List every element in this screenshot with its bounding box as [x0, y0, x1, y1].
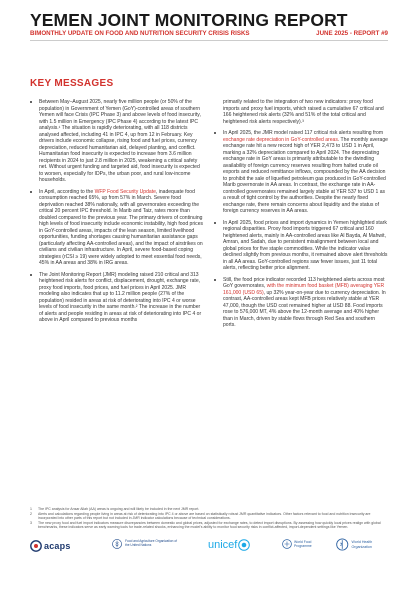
- acaps-logo: acaps: [30, 540, 71, 552]
- report-header: [0, 0, 418, 58]
- fao-logo: Food and Agriculture Organization of the United Nations: [112, 537, 182, 551]
- acaps-mark-icon: [30, 540, 42, 552]
- unicef-emblem-icon: [238, 539, 250, 551]
- key-message-5: In April 2025, food prices and import dynamics in Yemen highlighted stark regional disparities. Proxy food imports triggered 67 critical and 160 heightened alerts, mainly in AA-controlled areas like Al Bayda, Al Mahwit, Amran, and Sadah, due to persistent misalignment between local and global prices for five staple commodities. While the indicator value declined slightly from previous months, it remained above alert thresholds in all AA areas. GoY-controlled regions saw fewer issues, just 11 total alerts, reflecting better price alignment.: [214, 220, 388, 272]
- key-message-4: In April 2025, the JMR model raised 117 critical risk alerts resulting from exchange rate depreciation in GoY-controlled areas. The monthly average exchange rate hit a new record high of YER 2,473 to USD 1 in April, marking a 32% depreciation compared to April 2024. The depreciating exchange rate in GoY areas is primarily attributable to the dwindling availability of foreign currency reserves resulting from halted crude oil exports and reduced remittance inflows, compounded by the AA decision to prohibit the sale of liquefied petroleum gas produced in GoY-controlled Marib governorate in AA areas. In contrast, the exchange rate in AA-controlled governorates remained largely stable at YER 537 to USD 1 as a result of tight control by the authorities. Despite the nearly fixed exchange rate, there remain concerns about liquidity and the status of foreign currency reserves in AA areas.: [214, 130, 388, 215]
- header-divider: [30, 40, 388, 41]
- fao-emblem-icon: [112, 537, 122, 551]
- right-column: [214, 99, 388, 334]
- exchange-rate-link[interactable]: exchange rate depreciation in GoY-controlled areas: [223, 136, 338, 143]
- wfp-logo: World Food Programme: [282, 538, 324, 550]
- footnotes: [30, 507, 388, 530]
- report-subtitle: BIMONTHLY UPDATE ON FOOD AND NUTRITION SECURITY CRISIS RISKS: [30, 30, 250, 37]
- section-title: KEY MESSAGES: [30, 78, 114, 89]
- footnote: 3 The new proxy food and fuel import indicators measure discrepancies between domestic and global prices, adjusted for exchange rates, to detect import disruptions. By assessing how quickly local prices realign with global benchmarks, these indicators serve as early warning tools for trade-related shocks, enhancing the model's ability to monitor food security risks in conflict-affected, import-dependent settings like Yemen.: [30, 520, 381, 530]
- key-message-3: The Joint Monitoring Report (JMR) modeling raised 210 critical and 313 heightened risk alerts for conflict, displacement, drought, exchange rate, proxy food imports, food prices, and fuel prices in April 2025. JMR modeling also indicates that up to 11.2 million people (27% of the population) resided in areas at risk of deteriorating into IPC 4 or worse levels of food insecurity in the same month.² The increase in the number of alerts and people residing in areas at risk of deteriorating into IPC 4 or above in April compared to previous months: [30, 272, 204, 324]
- food-basket-link[interactable]: with the minimum food basket (MFB) averaging YER 161,000 (USD 65): [223, 283, 385, 296]
- footnote: 2 Alerts and calculations regarding people living in areas at risk of deteriorating into IPC 4 or above are based on statistically robust JMR quantitative indicators. Other factors relevant to food and nutrition insecurity are incorporated into other parts of this report but not included in JMR indicator calculations because of technical considerations.: [30, 511, 371, 521]
- left-column: [30, 99, 204, 329]
- key-message-1: Between May–August 2025, nearly five million people (or 50% of the population) in Government of Yemen (GoY)-controlled areas of southern Yemen will face Crisis (IPC Phase 3) and above levels of food insecurity, with 1.5 million in Emergency (IPC Phase 4) according to the latest IPC analysis.¹ The situation is rapidly deteriorating, with all 118 districts analysed affected, including 41 in IPC 4, up from 12 in February. Key drivers include economic collapse, rising food and fuel prices, currency depreciation, reduced humanitarian aid, delayed planting, and conflict. Humanitarian food insecurity is expected to increase from 3.6 million recipients in 2024 to just 2.8 million in 2025, weakening a critical safety net. Without urgent funding and targeted aid, food insecurity is expected to worsen, especially for IDPs, the urban poor, and rural low-income households.: [30, 99, 204, 184]
- wfp-emblem-icon: [282, 538, 292, 550]
- partner-logos: [0, 532, 418, 572]
- who-emblem-icon: [336, 538, 349, 551]
- who-logo: World Health Organization: [336, 538, 392, 551]
- key-message-3-continued: primarily related to the integration of two new indicators: proxy food imports and proxy fuel imports, which raised a cumulative 67 critical and 166 heightened risk alerts (32% and 51% of the total critical and heightened risk alerts respectively).³: [223, 99, 384, 125]
- report-title: YEMEN JOINT MONITORING REPORT: [30, 10, 348, 30]
- footnote: 1 The IPC analysis for Ansar Allah (AA) areas is ongoing and will likely be included in the next JMR report.: [30, 507, 200, 511]
- key-message-6: Still, the food price indicator recorded 113 heightened alerts across most GoY governorates, with the minimum food basket (MFB) averaging YER 161,000 (USD 65), up 32% year-on-year due to currency depreciation. In contrast, AA-controlled areas kept MFB prices relatively stable at YER 47,000, though the USD cost remained higher at USD 88. Food imports rose to 576,000 MT, 4% above the 12-month average and 40% higher than in March, driven by stable flows through Red Sea and southern ports.: [214, 277, 388, 329]
- key-message-2: In April, according to the WFP Food Security Update, inadequate food consumption reached 65%, up from 57% in March. Severe food deprivation reached 38% nationally, with all governorates exceeding the critical 20 percent IPC threshold. In Marib and Taiz, rates more than doubled compared to the previous year. The primary drivers of continuing high levels of food insecurity include economic instability, high food prices in GoY-controlled areas, impacts of the lean season, limited livelihood opportunities, funding shortages causing humanitarian assistance gaps (particularly affecting AA-controlled areas), and the impact of airstrikes on civilians and civilian infrastructure. In April, severe food-based coping strategies (rCSI ≥ 19) were widely adopted to meet essential food needs, 45% in AA areas and 38% in IRG areas.: [30, 189, 204, 267]
- report-date: JUNE 2025 - REPORT #9: [316, 30, 388, 37]
- unicef-logo: unicef: [208, 539, 250, 551]
- wfp-update-link[interactable]: WFP Food Security Update: [94, 188, 156, 195]
